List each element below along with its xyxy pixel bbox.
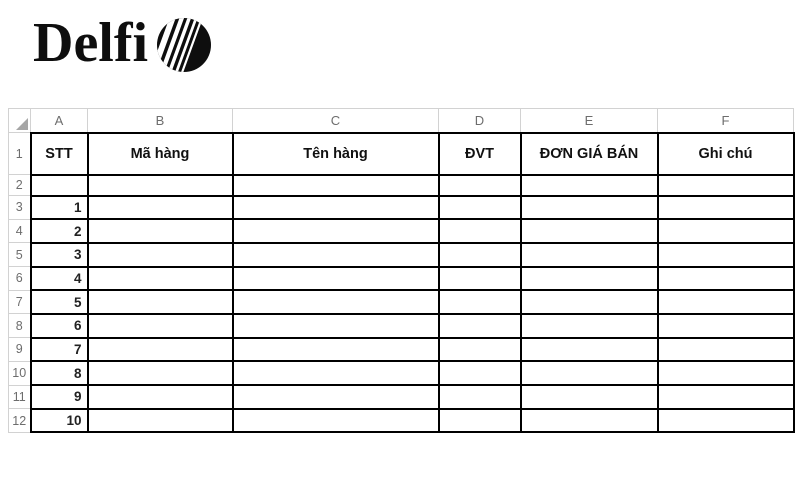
cell-D3[interactable] xyxy=(439,196,521,220)
cell-A1[interactable]: STT xyxy=(31,133,88,175)
cell-B3[interactable] xyxy=(88,196,233,220)
cell-D4[interactable] xyxy=(439,219,521,243)
cell-C6[interactable] xyxy=(233,267,439,291)
cell-C11[interactable] xyxy=(233,385,439,409)
cell-B8[interactable] xyxy=(88,314,233,338)
cell-A8[interactable]: 6 xyxy=(31,314,88,338)
cell-E9[interactable] xyxy=(521,338,658,362)
cell-C5[interactable] xyxy=(233,243,439,267)
cell-E10[interactable] xyxy=(521,361,658,385)
cell-C8[interactable] xyxy=(233,314,439,338)
column-header-D[interactable]: D xyxy=(439,109,521,133)
cell-A3[interactable]: 1 xyxy=(31,196,88,220)
column-header-B[interactable]: B xyxy=(88,109,233,133)
row-header-3[interactable]: 3 xyxy=(9,196,31,220)
cell-A4[interactable]: 2 xyxy=(31,219,88,243)
cell-A10[interactable]: 8 xyxy=(31,361,88,385)
column-header-E[interactable]: E xyxy=(521,109,658,133)
cell-A7[interactable]: 5 xyxy=(31,290,88,314)
cell-F5[interactable] xyxy=(658,243,794,267)
select-all-corner[interactable] xyxy=(9,109,31,133)
cell-D1[interactable]: ĐVT xyxy=(439,133,521,175)
cell-E7[interactable] xyxy=(521,290,658,314)
cell-E1[interactable]: ĐƠN GIÁ BÁN xyxy=(521,133,658,175)
row-header-12[interactable]: 12 xyxy=(9,409,31,433)
cell-E3[interactable] xyxy=(521,196,658,220)
row-header-11[interactable]: 11 xyxy=(9,385,31,409)
cell-B10[interactable] xyxy=(88,361,233,385)
logo-text: Delfi xyxy=(33,12,149,74)
spreadsheet xyxy=(8,108,795,433)
cell-A11[interactable]: 9 xyxy=(31,385,88,409)
row-header-1[interactable]: 1 xyxy=(9,133,31,175)
cell-D5[interactable] xyxy=(439,243,521,267)
cell-F3[interactable] xyxy=(658,196,794,220)
cell-F6[interactable] xyxy=(658,267,794,291)
cell-E11[interactable] xyxy=(521,385,658,409)
cell-B9[interactable] xyxy=(88,338,233,362)
cell-D7[interactable] xyxy=(439,290,521,314)
cell-D10[interactable] xyxy=(439,361,521,385)
cell-C9[interactable] xyxy=(233,338,439,362)
cell-E5[interactable] xyxy=(521,243,658,267)
cell-D9[interactable] xyxy=(439,338,521,362)
cell-B5[interactable] xyxy=(88,243,233,267)
select-all-triangle-icon xyxy=(16,118,28,130)
row-header-6[interactable]: 6 xyxy=(9,267,31,291)
cell-F9[interactable] xyxy=(658,338,794,362)
row-header-7[interactable]: 7 xyxy=(9,290,31,314)
cell-C4[interactable] xyxy=(233,219,439,243)
cell-E2[interactable] xyxy=(521,175,658,196)
cell-C10[interactable] xyxy=(233,361,439,385)
cell-F11[interactable] xyxy=(658,385,794,409)
cell-B12[interactable] xyxy=(88,409,233,433)
logo-globe-icon xyxy=(157,18,211,72)
cell-E6[interactable] xyxy=(521,267,658,291)
column-header-C[interactable]: C xyxy=(233,109,439,133)
cell-E4[interactable] xyxy=(521,219,658,243)
column-header-F[interactable]: F xyxy=(658,109,794,133)
cell-F12[interactable] xyxy=(658,409,794,433)
cell-B6[interactable] xyxy=(88,267,233,291)
logo xyxy=(33,14,211,72)
cell-A6[interactable]: 4 xyxy=(31,267,88,291)
cell-D6[interactable] xyxy=(439,267,521,291)
cell-C2[interactable] xyxy=(233,175,439,196)
cell-F8[interactable] xyxy=(658,314,794,338)
row-header-8[interactable]: 8 xyxy=(9,314,31,338)
row-header-5[interactable]: 5 xyxy=(9,243,31,267)
cell-F1[interactable]: Ghi chú xyxy=(658,133,794,175)
row-header-9[interactable]: 9 xyxy=(9,338,31,362)
cell-D8[interactable] xyxy=(439,314,521,338)
cell-B4[interactable] xyxy=(88,219,233,243)
cell-C7[interactable] xyxy=(233,290,439,314)
column-header-A[interactable]: A xyxy=(31,109,88,133)
cell-B11[interactable] xyxy=(88,385,233,409)
cell-C1[interactable]: Tên hàng xyxy=(233,133,439,175)
cell-A12[interactable]: 10 xyxy=(31,409,88,433)
cell-D2[interactable] xyxy=(439,175,521,196)
cell-D12[interactable] xyxy=(439,409,521,433)
row-header-4[interactable]: 4 xyxy=(9,219,31,243)
cell-A5[interactable]: 3 xyxy=(31,243,88,267)
cell-C12[interactable] xyxy=(233,409,439,433)
cell-B2[interactable] xyxy=(88,175,233,196)
cell-F7[interactable] xyxy=(658,290,794,314)
cell-F4[interactable] xyxy=(658,219,794,243)
cell-B1[interactable]: Mã hàng xyxy=(88,133,233,175)
cell-B7[interactable] xyxy=(88,290,233,314)
cell-A9[interactable]: 7 xyxy=(31,338,88,362)
row-header-2[interactable]: 2 xyxy=(9,175,31,196)
row-header-10[interactable]: 10 xyxy=(9,361,31,385)
cell-E12[interactable] xyxy=(521,409,658,433)
spreadsheet-table xyxy=(8,108,795,433)
cell-C3[interactable] xyxy=(233,196,439,220)
cell-D11[interactable] xyxy=(439,385,521,409)
cell-F2[interactable] xyxy=(658,175,794,196)
cell-E8[interactable] xyxy=(521,314,658,338)
cell-A2[interactable] xyxy=(31,175,88,196)
cell-F10[interactable] xyxy=(658,361,794,385)
